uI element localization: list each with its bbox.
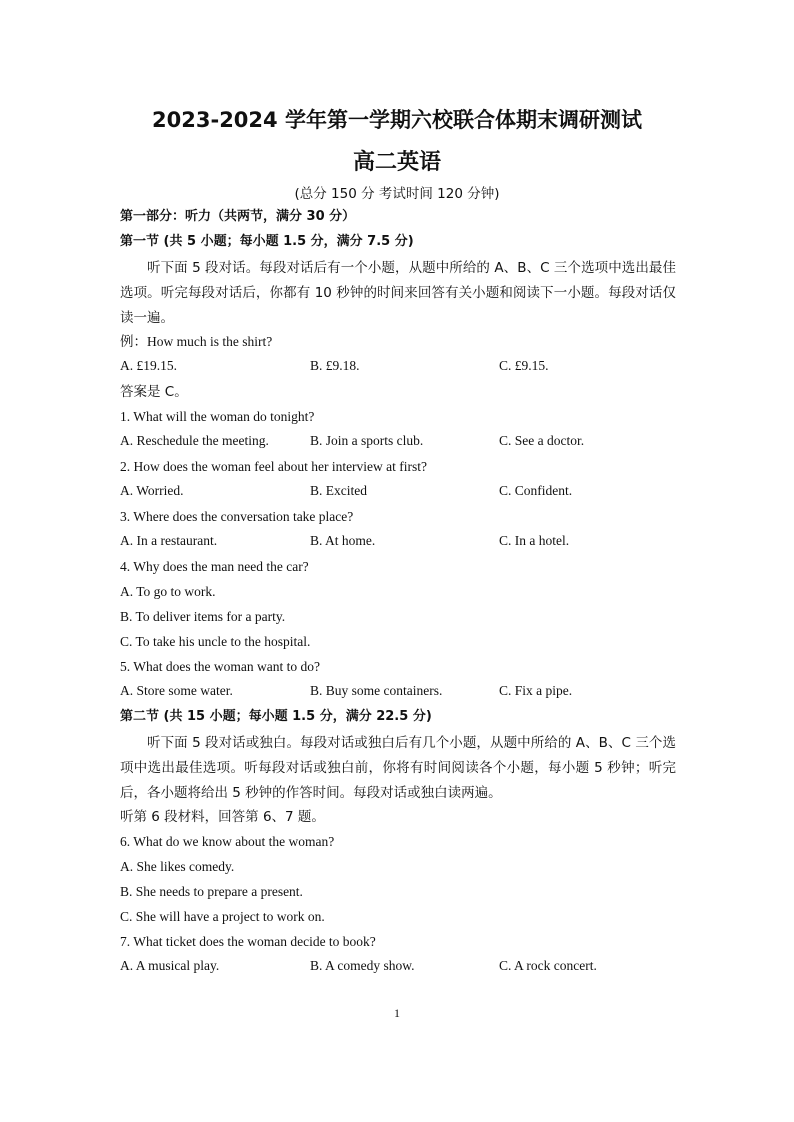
part1-heading: 第一部分：听力（共两节，满分 30 分） bbox=[120, 209, 356, 224]
example-option-a: A. £19.15. bbox=[120, 358, 177, 373]
page-number: 1 bbox=[394, 1006, 400, 1020]
q7-option-a: A. A musical play. bbox=[120, 958, 220, 973]
q3-option-b: B. At home. bbox=[310, 533, 376, 548]
q6-option-c: C. She will have a project to work on. bbox=[120, 909, 325, 924]
section1-heading: 第一节 (共 5 小题；每小题 1.5 分，满分 7.5 分) bbox=[120, 234, 414, 249]
q5-option-c: C. Fix a pipe. bbox=[499, 683, 573, 698]
q7-option-c: C. A rock concert. bbox=[499, 958, 597, 973]
q2-option-a: A. Worried. bbox=[120, 483, 184, 498]
q5-option-b: B. Buy some containers. bbox=[310, 683, 443, 698]
q1-option-b: B. Join a sports club. bbox=[310, 433, 424, 448]
question-7: 7. What ticket does the woman decide to book? bbox=[120, 934, 376, 949]
exam-subject: 高二英语 bbox=[352, 150, 441, 175]
q3-option-a: A. In a restaurant. bbox=[120, 533, 218, 548]
q4-option-a: A. To go to work. bbox=[120, 584, 216, 599]
question-1: 1. What will the woman do tonight? bbox=[120, 409, 315, 424]
question-5: 5. What does the woman want to do? bbox=[120, 659, 320, 674]
example-option-b: B. £9.18. bbox=[310, 358, 360, 373]
q2-option-b: B. Excited bbox=[310, 483, 367, 498]
q2-option-c: C. Confident. bbox=[499, 483, 573, 498]
question-2: 2. How does the woman feel about her interview at first? bbox=[120, 459, 428, 474]
q1-option-c: C. See a doctor. bbox=[499, 433, 585, 448]
q4-option-b: B. To deliver items for a party. bbox=[120, 609, 286, 624]
q5-option-a: A. Store some water. bbox=[120, 683, 233, 698]
q4-option-c: C. To take his uncle to the hospital. bbox=[120, 634, 311, 649]
exam-title: 2023-2024 学年第一学期六校联合体期末调研测试 bbox=[152, 108, 642, 132]
example-question: 例：How much is the shirt? bbox=[120, 334, 273, 349]
q7-option-b: B. A comedy show. bbox=[310, 958, 415, 973]
question-4: 4. Why does the man need the car? bbox=[120, 559, 309, 574]
q1-option-a: A. Reschedule the meeting. bbox=[120, 433, 269, 448]
q6-option-a: A. She likes comedy. bbox=[120, 859, 235, 874]
section2-heading: 第二节 (共 15 小题；每小题 1.5 分，满分 22.5 分) bbox=[120, 709, 432, 724]
example-answer: 答案是 C。 bbox=[120, 384, 188, 400]
q6-option-b: B. She needs to prepare a present. bbox=[120, 884, 303, 899]
question-3: 3. Where does the conversation take place? bbox=[120, 509, 354, 524]
question-6: 6. What do we know about the woman? bbox=[120, 834, 335, 849]
exam-info: (总分 150 分 考试时间 120 分钟) bbox=[294, 186, 500, 202]
q3-option-c: C. In a hotel. bbox=[499, 533, 570, 548]
section2-instructions: 听下面 5 段对话或独白。每段对话或独白后有几个小题，从题中所给的 A、B、C 三个选项中选出最佳选项。听每段对话或独白前，你将有时间阅读各个小题，每小题 5 秒钟；听完后，各小题将给出 5 秒钟的作答时间。每段对话或独白读两遍。 bbox=[120, 735, 676, 801]
example-option-c: C. £9.15. bbox=[499, 358, 549, 373]
section2-material: 听第 6 段材料，回答第 6、7 题。 bbox=[120, 809, 325, 825]
section1-instructions: 听下面 5 段对话。每段对话后有一个小题，从题中所给的 A、B、C 三个选项中选出最佳选项。听完每段对话后，你都有 10 秒钟的时间来回答有关小题和阅读下一小题。每段对话仅读一遍。 bbox=[120, 260, 676, 326]
